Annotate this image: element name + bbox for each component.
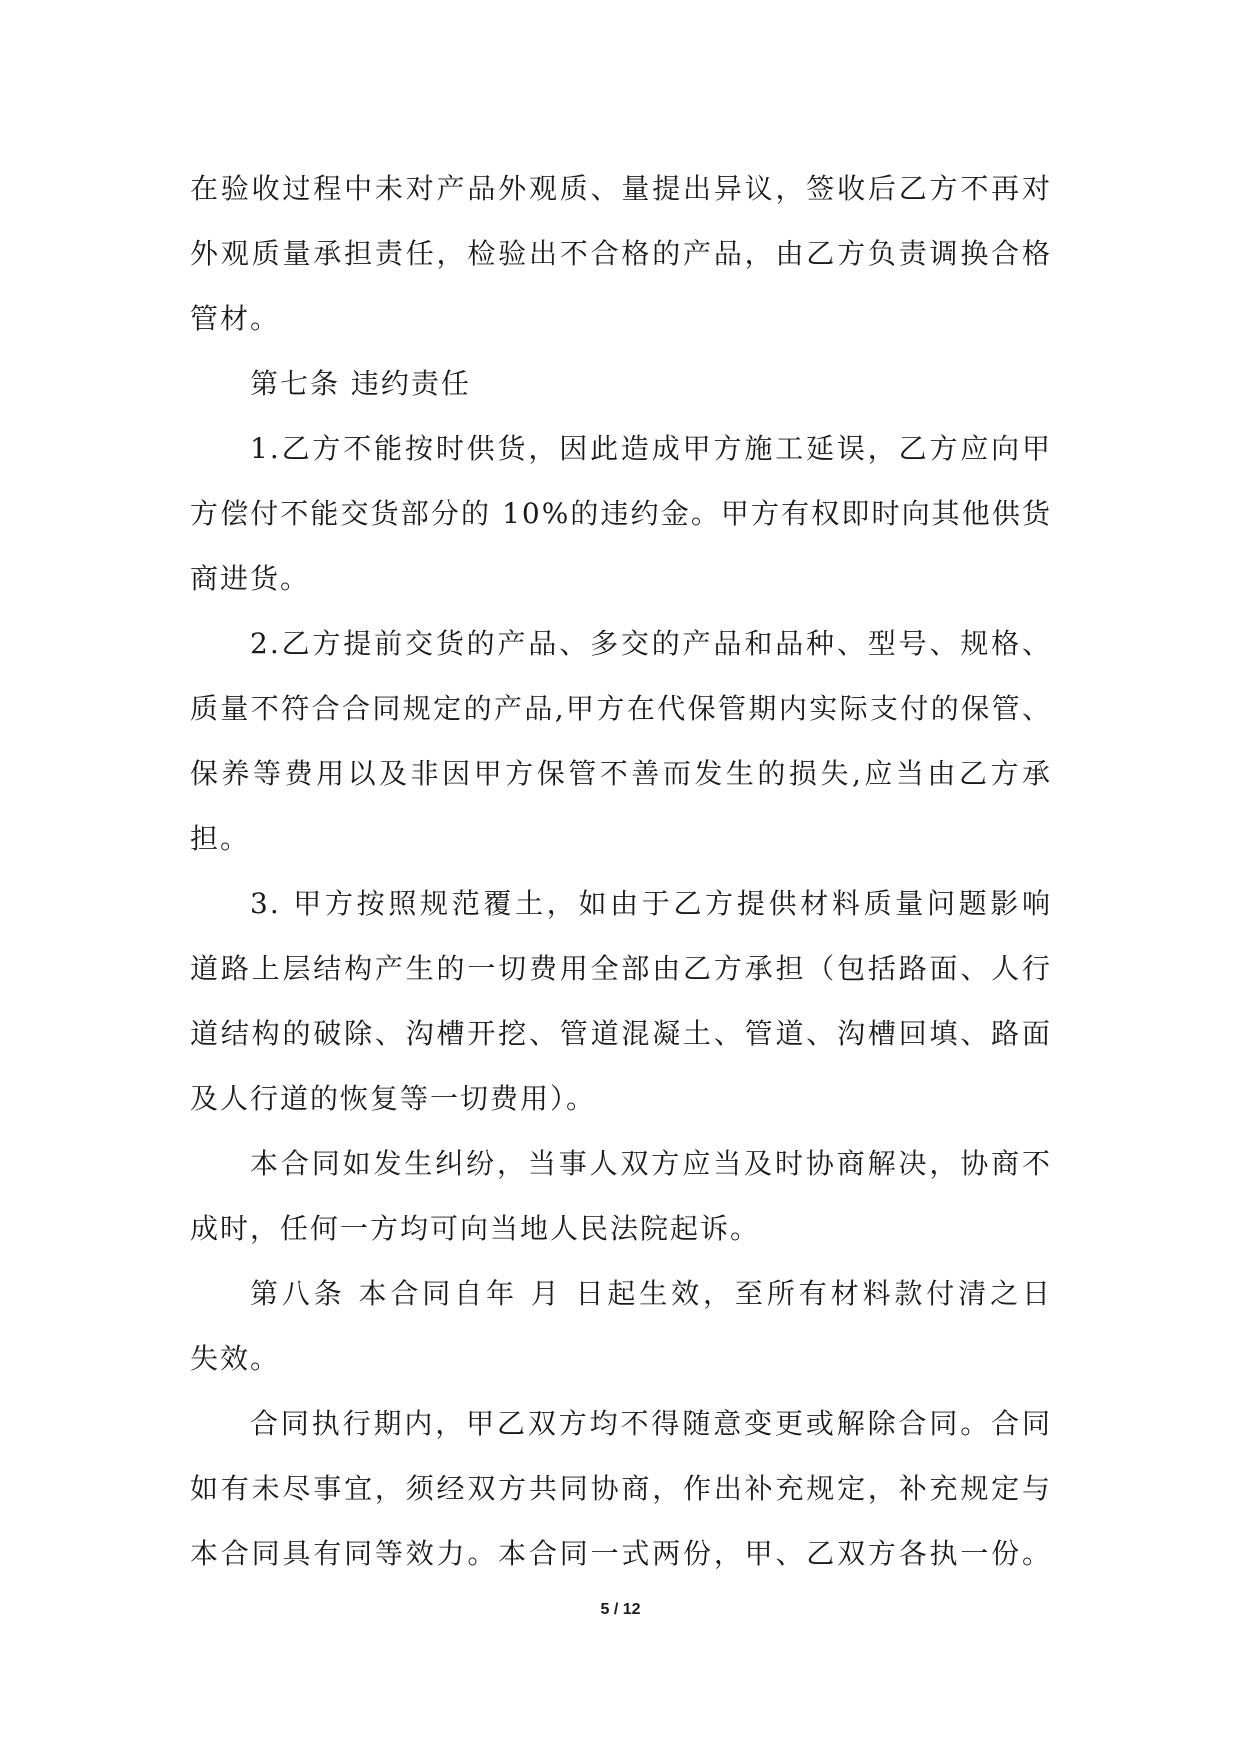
text-line: 第七条 违约责任 [250,367,471,400]
text-line: 如有未尽事宜，须经双方共同协商，作出补充规定，补充规定与 [190,1472,1052,1505]
text-line: 失效。 [190,1342,281,1375]
page-number: 5 / 12 [600,1601,641,1618]
text-line: 外观质量承担责任，检验出不合格的产品，由乙方负责调换合格 [190,237,1052,270]
text-line: 1.乙方不能按时供货，因此造成甲方施工延误，乙方应向甲 [250,432,1052,465]
text-line: 担。 [190,822,251,855]
text-line: 管材。 [190,302,281,335]
text-line: 成时，任何一方均可向当地人民法院起诉。 [190,1212,761,1245]
text-line: 本合同具有同等效力。本合同一式两份，甲、乙双方各执一份。 [190,1537,1052,1570]
text-line: 2.乙方提前交货的产品、多交的产品和品种、型号、规格、 [250,627,1052,660]
contract-body-text [190,156,1052,1586]
text-line: 本合同如发生纠纷，当事人双方应当及时协商解决，协商不 [250,1147,1052,1180]
text-line: 商进货。 [190,562,311,595]
text-line: 及人行道的恢复等一切费用）。 [190,1082,597,1115]
text-line: 在验收过程中未对产品外观质、量提出异议，签收后乙方不再对 [190,172,1052,205]
text-line: 方偿付不能交货部分的 10%的违约金。甲方有权即时向其他供货 [190,497,1052,530]
text-line: 保养等费用以及非因甲方保管不善而发生的损失,应当由乙方承 [190,757,1052,790]
text-line: 3. 甲方按照规范覆土，如由于乙方提供材料质量问题影响 [250,887,1052,920]
text-line: 合同执行期内，甲乙双方均不得随意变更或解除合同。合同 [250,1407,1052,1440]
text-line: 质量不符合合同规定的产品,甲方在代保管期内实际支付的保管、 [190,692,1052,725]
text-line: 道路上层结构产生的一切费用全部由乙方承担（包括路面、人行 [190,952,1052,985]
text-line: 道结构的破除、沟槽开挖、管道混凝土、管道、沟槽回填、路面 [190,1017,1052,1050]
text-line: 第八条 本合同自年 月 日起生效，至所有材料款付清之日 [250,1277,1052,1310]
